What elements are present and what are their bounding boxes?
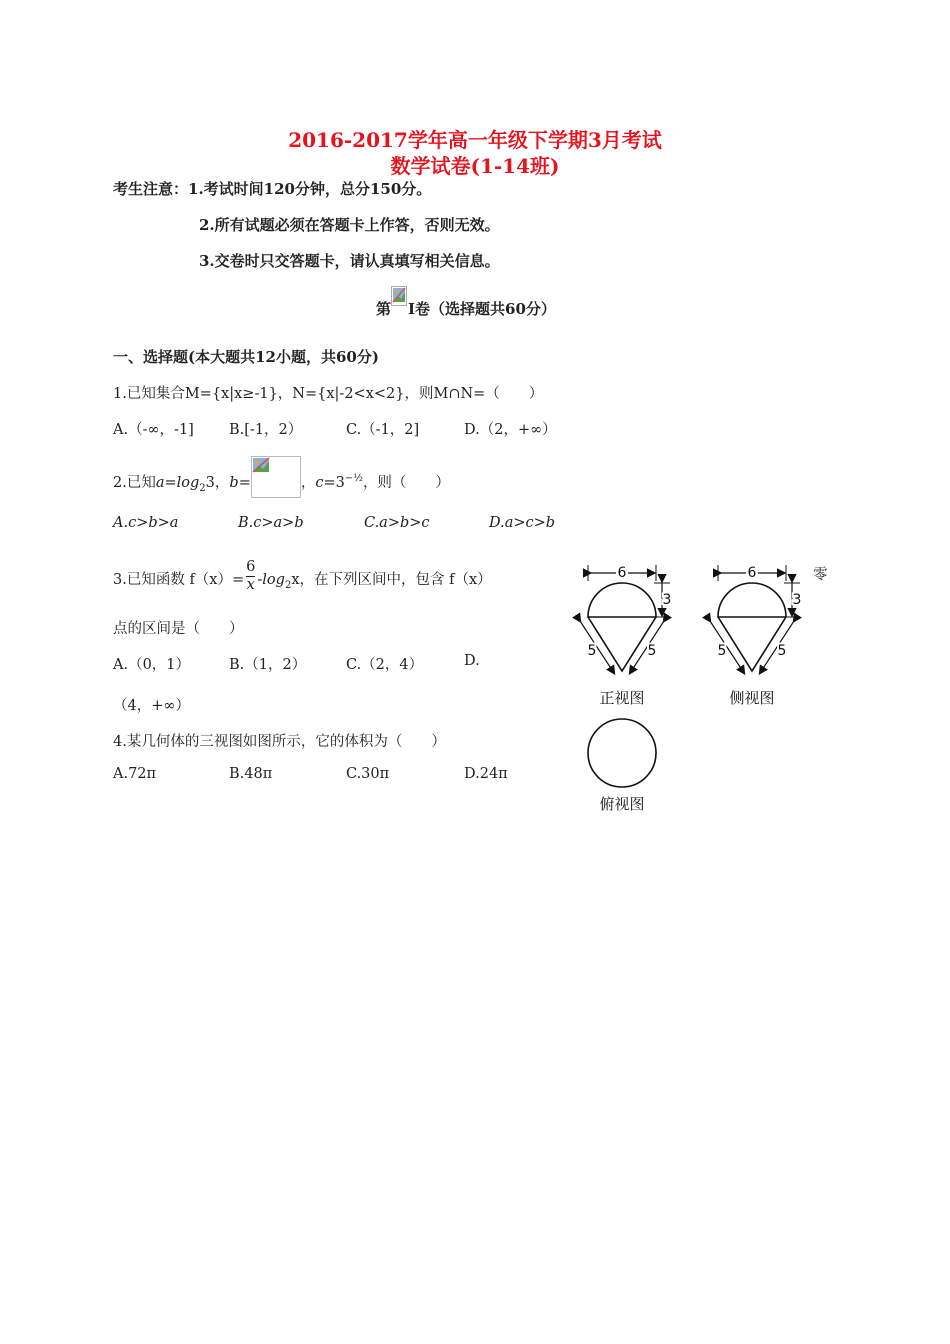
- three-view-figure: [570, 555, 810, 820]
- front-slant-right-label: 5: [647, 643, 657, 659]
- q4-option-a: A.72π: [113, 766, 157, 782]
- q3-option-c: C.（2，4）: [346, 657, 424, 673]
- q2-a-sub: 2: [199, 482, 206, 494]
- q3-option-d-cont: （4，+∞）: [113, 698, 190, 714]
- q2-lead: 2.已知: [113, 475, 156, 491]
- q4-stem: 4.某几何体的三视图如图所示，它的体积为（ ）: [113, 734, 446, 750]
- q3-rest: x，在下列区间中，包含 f（x）: [291, 572, 492, 588]
- q3-line2: 点的区间是（ ）: [113, 621, 244, 637]
- side-view-label: 侧视图: [729, 689, 775, 707]
- q1-option-d: D.（2，+∞）: [464, 422, 557, 438]
- q4-option-d: D.24π: [464, 766, 508, 782]
- side-slant-left-label: 5: [717, 643, 727, 659]
- q2-option-b: B.c>a>b: [238, 515, 304, 531]
- q2-a-expr: a=log: [155, 475, 200, 491]
- q2-option-a: A.c>b>a: [113, 515, 179, 531]
- q3-fraction: [246, 559, 255, 593]
- q2-option-c: C.a>b>c: [364, 515, 430, 531]
- side-slant-right-label: 5: [777, 643, 787, 659]
- notice-label: 考生注意：: [113, 180, 189, 198]
- q3-option-b: B.（1，2）: [229, 657, 307, 673]
- q3-option-a: A.（0，1）: [113, 657, 191, 673]
- q4-option-b: B.48π: [229, 766, 273, 782]
- q1-option-c: C.（-1，2]: [346, 422, 420, 438]
- front-width-label: 6: [617, 565, 627, 581]
- volume-prefix: 第: [376, 300, 392, 318]
- exam-title: 2016-2017学年高一年级下学期3月考试: [288, 128, 662, 152]
- front-height-label: 3: [662, 592, 672, 608]
- broken-image-icon: [391, 286, 407, 306]
- q3-stem: [113, 559, 492, 597]
- q3-log: -log: [257, 572, 285, 588]
- exam-subtitle: 数学试卷(1-14班): [390, 154, 560, 178]
- side-width-label: 6: [747, 565, 757, 581]
- volume-heading: [376, 298, 556, 320]
- q4-option-c: C.30π: [346, 766, 390, 782]
- q2-stem: [113, 462, 450, 504]
- q3-frac-num: 6: [246, 559, 256, 575]
- q2-b-expr: b=: [229, 475, 251, 491]
- q3-frac-den: x: [246, 577, 255, 593]
- q3-log-sub: 2: [284, 579, 292, 591]
- notice-item-3: 3.交卷时只交答题卡，请认真填写相关信息。: [199, 252, 500, 270]
- notice-line-1: [113, 178, 431, 199]
- notice-item-1: 1.考试时间120分钟，总分150分。: [188, 180, 432, 198]
- top-view-label: 俯视图: [599, 795, 645, 813]
- q2-tail: ，则（ ）: [362, 475, 450, 491]
- side-height-label: 3: [792, 592, 802, 608]
- front-slant-left-label: 5: [587, 643, 597, 659]
- q2-c-expr: c=: [315, 475, 336, 491]
- q2-c-sep: ，: [300, 475, 316, 491]
- q2-c-base: 3: [335, 475, 345, 491]
- q3-tail-char: 零: [813, 567, 828, 583]
- q1-stem: 1.已知集合M={x|x≥-1}，N={x|-2<x<2}，则M∩N=（ ）: [113, 386, 544, 402]
- q3-option-d: D.: [464, 653, 480, 669]
- q3-lead: 3.已知函数 f（x）=: [113, 572, 245, 588]
- top-view: [588, 719, 656, 787]
- q2-a-tail: 3，: [205, 475, 230, 491]
- q1-option-b: B.[-1，2）: [229, 422, 303, 438]
- notice-item-2: 2.所有试题必须在答题卡上作答，否则无效。: [199, 216, 500, 234]
- broken-image-icon: [251, 456, 301, 498]
- q2-c-exp: −½: [344, 473, 363, 485]
- front-view-label: 正视图: [599, 689, 645, 707]
- q1-option-a: A.（-∞，-1]: [113, 422, 194, 438]
- q2-option-d: D.a>c>b: [489, 515, 556, 531]
- volume-suffix: I卷（选择题共60分）: [408, 300, 556, 318]
- section-heading: 一、选择题(本大题共12小题，共60分): [113, 348, 379, 366]
